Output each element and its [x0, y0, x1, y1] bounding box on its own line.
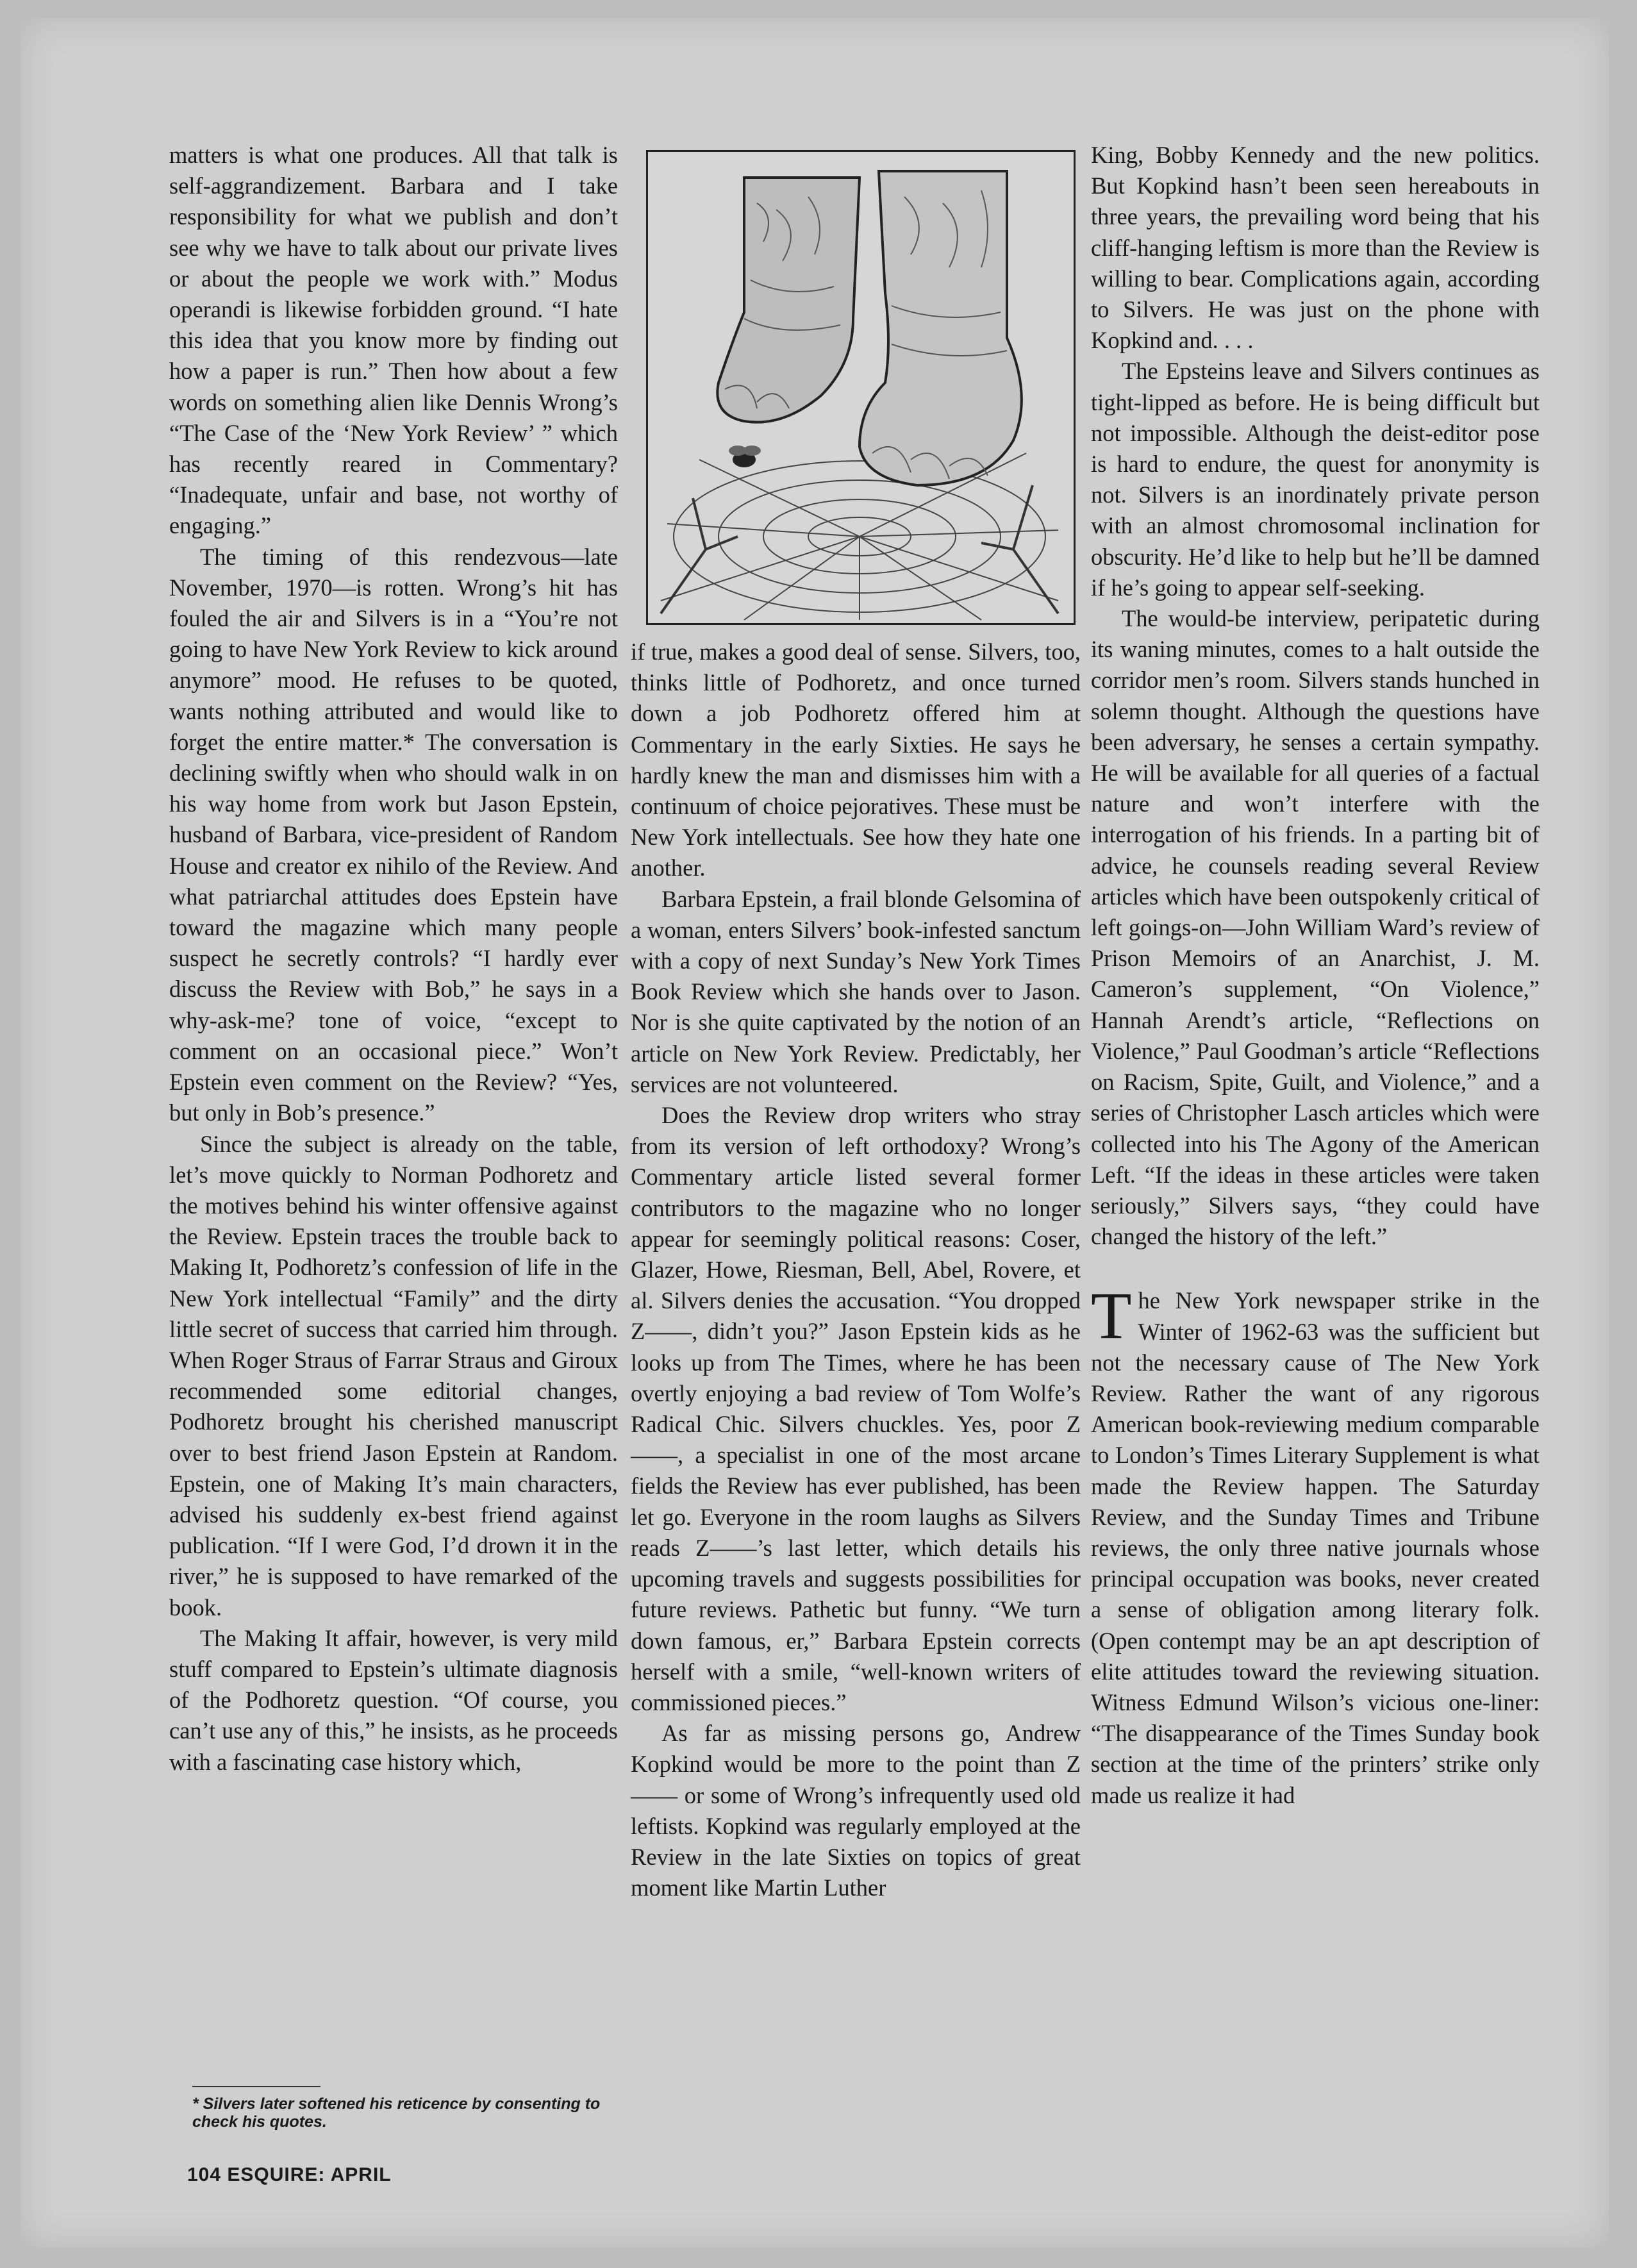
section-opening-paragraph	[1091, 1279, 1540, 1810]
feet-on-spiderweb-illustration	[646, 150, 1076, 625]
footnote: * Silvers later softened his reticence by consenting to check his quotes.	[192, 2095, 601, 2131]
paragraph: if true, makes a good deal of sense. Silvers, too, thinks little of Podhoretz, and once turned down a job Podhoretz offered him at Commentary in the early Sixties. He says he hardly knew the man and dismisses him with a continuum of choice pejoratives. These must be New York intellectuals. See how they hate one another.	[631, 638, 1081, 881]
paragraph: The timing of this rendezvous—late November, 1970—is rotten. Wrong’s hit has fouled the air and Silvers is in a “You’re not going to have New York Review to kick around anymore” mood. He refuses to be quoted, wants nothing attributed and would like to forget the entire matter.* The conversation is declining swiftly when who should walk in on his way home from work but Jason Epstein, husband of Barbara, vice-president of Random House and creator ex nihilo of the Review. And what patriarchal attitudes does Epstein have toward the magazine which many people suspect he secretly controls? “I hardly ever discuss the Review with Bob,” he says in a why-ask-me? tone of voice, “except to comment on an occasional piece.” Won’t Epstein even comment on the Review? “Yes, but only in Bob’s presence.”	[169, 543, 618, 1126]
drop-cap: T	[1091, 1279, 1132, 1353]
page-folio: 104 ESQUIRE: APRIL	[187, 2164, 392, 2185]
illustration-drawing	[648, 152, 1074, 623]
paragraph: The Making It affair, however, is very mild stuff compared to Epstein’s ultimate diagnosis of the Podhoretz question. “Of course, you can’t use any of this,” he insists, as he proceeds with a fascinating case history which,	[169, 1624, 618, 1775]
column-3	[1091, 140, 1540, 1811]
paragraph: matters is what one produces. All that talk is self-aggrandizement. Barbara and I take responsibility for what we publish and don’t see why we have to talk about our private lives or about the people we work with.” Modus operandi is likewise forbidden ground. “I hate this idea that you know more by finding out how a paper is run.” Then how about a few words on something alien like Dennis Wrong’s “The Case of the ‘New York Review’ ” which has recently reared in Commentary? “Inadequate, unfair and base, not worthy of engaging.”	[169, 142, 618, 539]
paragraph: King, Bobby Kennedy and the new politics. But Kopkind hasn’t been seen hereabouts in three years, the prevailing word being that his cliff-hanging leftism is more than the Review is willing to bear. Complications again, according to Silvers. He was just on the phone with Kopkind and. . . .	[1091, 142, 1540, 354]
column-2	[631, 637, 1081, 1903]
paragraph: Barbara Epstein, a frail blonde Gelsomina of a woman, enters Silvers’ book-infested sanctum with a copy of next Sunday’s New York Times Book Review which she hands over to Jason. Nor is she quite captivated by the notion of an article on New York Review. Predictably, her services are not volunteered.	[631, 885, 1081, 1097]
section-paragraph-text: he New York newspaper strike in the Winter of 1962-63 was the sufficient but not the necessary cause of The New York Review. Rather the want of any rigorous American book-reviewing medium comparable to London’s Times Literary Supplement is what made the Review happen. The Saturday Review, and the Sunday Times and Tribune reviews, the only three native journals whose principal occupation was books, never created a sense of obligation among literary folk. (Open contempt may be an apt description of elite attitudes toward the reviewing situation. Witness Edmund Wilson’s vicious one-liner: “The disappearance of the Times Sunday book section at the time of the printers’ strike only made us realize it had	[1091, 1287, 1540, 1808]
paragraph: Since the subject is already on the table, let’s move quickly to Norman Podhoretz and the motives behind his winter offensive against the Review. Epstein traces the trouble back to Making It, Podhoretz’s confession of life in the New York intellectual “Family” and the dirty little secret of success that carried him through. When Roger Straus of Farrar Straus and Giroux recommended some editorial changes, Podhoretz brought his cherished manuscript over to best friend Jason Epstein at Random. Epstein, one of Making It’s main characters, advised his suddenly ex-best friend against publication. “If I were God, I’d drown it in the river,” he is supposed to have remarked of the book.	[169, 1130, 618, 1621]
magazine-page	[21, 18, 1609, 2247]
paragraph: The Epsteins leave and Silvers continues as tight-lipped as before. He is being difficult but not impossible. Although the deist-editor pose is hard to endure, the quest for anonymity is not. Silvers is an inordinately private person with an almost chromosomal inclination for obscurity. He’d like to help but he’ll be damned if he’s going to appear self-seeking.	[1091, 358, 1540, 601]
paragraph: The would-be interview, peripatetic during its waning minutes, comes to a halt outside the corridor men’s room. Silvers stands hunched in solemn thought. Although the questions have been adversary, he senses a certain sympathy. He will be available for all queries of a factual nature and won’t interfere with the interrogation of his friends. In a parting bit of advice, he counsels reading several Review articles which have been outspokenly critical of left goings-on—John William Ward’s review of Prison Memoirs of an Anarchist, J. M. Cameron’s supplement, “On Violence,” Hannah Arendt’s article, “Reflections on Violence,” Paul Goodman’s article “Reflections on Racism, Spite, Guilt, and Violence,” and a series of Christopher Lasch articles which were collected into his The Agony of the American Left. “If the ideas in these articles were taken seriously,” Silvers says, “they could have changed the history of the left.”	[1091, 605, 1540, 1250]
column-1	[169, 140, 618, 1778]
footnote-rule	[192, 2086, 320, 2087]
paragraph: As far as missing persons go, Andrew Kopkind would be more to the point than Z—— or some of Wrong’s infrequently used old leftists. Kopkind was regularly employed at the Review in the late Sixties on topics of great moment like Martin Luther	[631, 1720, 1081, 1901]
paragraph: Does the Review drop writers who stray from its version of left orthodoxy? Wrong’s Commentary article listed several former contributors to the magazine who no longer appear for seemingly political reasons: Coser, Glazer, Howe, Riesman, Bell, Abel, Rovere, et al. Silvers denies the accusation. “You dropped Z——, didn’t you?” Jason Epstein kids as he looks up from The Times, where he has been overtly enjoying a bad review of Tom Wolfe’s Radical Chic. Silvers chuckles. Yes, poor Z——, a specialist in one of the most arcane fields the Review has ever published, has been let go. Everyone in the room laughs as Silvers reads Z——’s last letter, which details his upcoming travels and suggests possibilities for future reviews. Pathetic but funny. “We turn down famous, er,” Barbara Epstein corrects herself with a smile, “well-known writers of commissioned pieces.”	[631, 1102, 1081, 1715]
